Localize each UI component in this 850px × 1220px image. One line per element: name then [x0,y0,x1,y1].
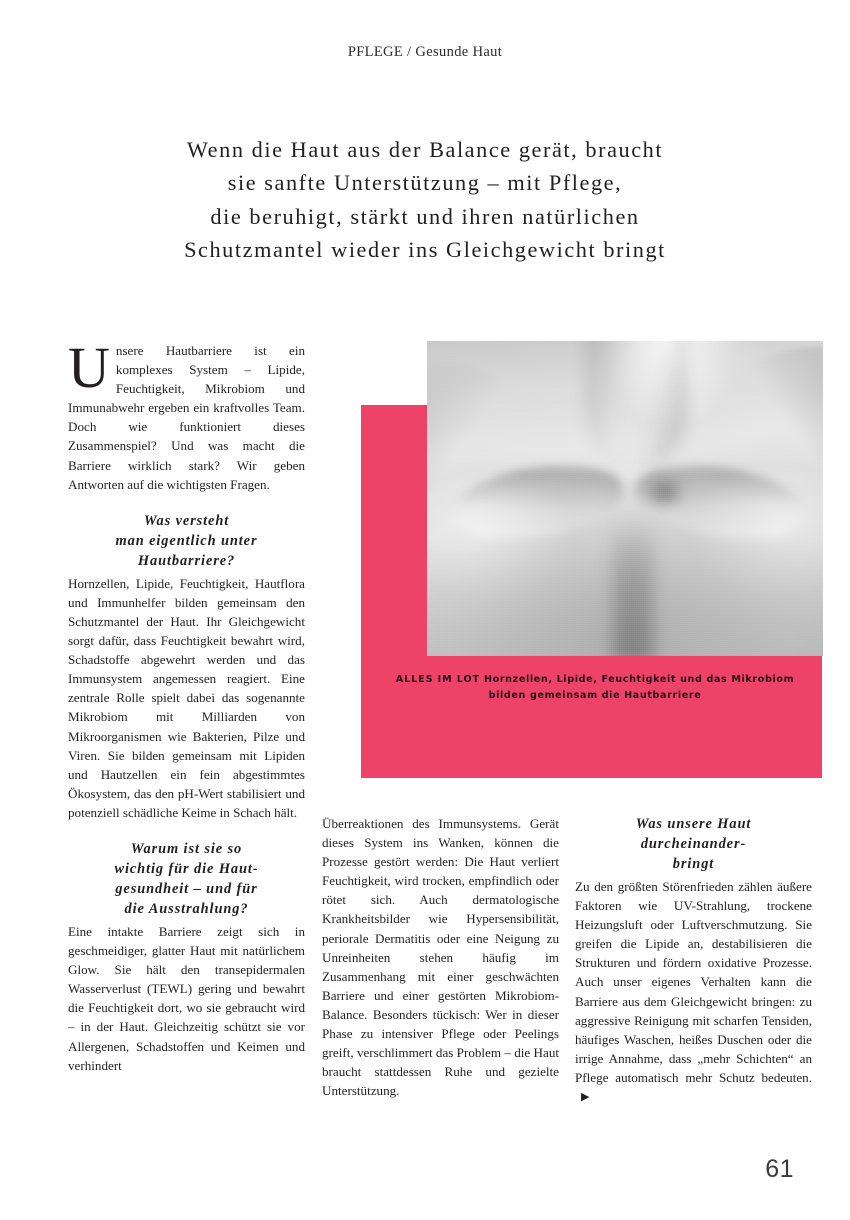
running-head: PFLEGE / Gesunde Haut [347,44,503,60]
page-headline [60,133,790,267]
subheading-line: durcheinander- [640,836,747,852]
caption-text: Hornzellen, Lipide, Feuchtigkeit und das Mikrobiom bilden gemeinsam die Hautbarriere [483,674,795,701]
headline-line-2: sie sanfte Unterstützung – mit Pflege, [227,170,623,196]
continue-arrow-icon: ▶ [581,1091,590,1104]
text-column-2 [322,814,559,1100]
subheading-line: Warum ist sie so [130,840,243,857]
body-paragraph-3: Überreaktionen des Immunsystems. Gerät dieses System ins Wanken, können die Prozesse gestört werden: Die Haut verliert Feuchtigkeit, wird trocken, empfindlich oder rötet sich. Auch dermatologische Krankheitsbilder wie Hypersensibilität, periorale Dermatitis oder eine Neigung zu Unreinheiten stehen häufig im Zusammenhang mit einer geschwächten Barriere und einer gestörten Mikrobiom-Balance. Besonders tückisch: Wer in dieser Phase zu intensiver Pflege oder Peelings greift, verschlimmert das Problem – die Haut braucht stattdessen Ruhe und gezielte Unterstützung. [322,816,559,1099]
body-paragraph-2: Eine intakte Barriere zeigt sich in geschmeidiger, glatter Haut mit natürlichem Glow. Sie hält den transepidermalen Wasserverlust (TEWL) gering und bewahrt die Feuchtigkeit dort, wo sie gebraucht wird – in der Haut. Gleichzeitig schützt sie vor Allergenen, Schadstoffen und Keimen und verhindert [68,923,305,1073]
text-column-3 [575,814,812,1106]
photo-grain-overlay [427,341,823,656]
subheading-was-unsere-haut [575,814,812,874]
headline-line-4: Schutzmantel wieder ins Gleichgewicht bringt [184,237,666,263]
subheading-was-versteht [68,511,305,571]
body-paragraph-4-text: Zu den größten Störenfrieden zählen äußere Faktoren wie UV-Strahlung, trockene Heizungsluft oder Luftverschmutzung. Sie greifen die Lipide an, destabilisieren die Strukturen und fördern oxidative Prozesse. Auch unser eigenes Verhalten kann die Barriere aus dem Gleichgewicht bringen: zu aggressive Reinigung mit scharfen Tensiden, häufiges Waschen, heißes Duschen oder die irrige Annahme, dass „mehr Schichten“ an Pflege automatisch mehr Schutz bedeuten. [575,879,812,1085]
text-column-1 [68,335,305,1075]
subheading-line: wichtig für die Haut- [114,860,259,877]
photo-caption [390,672,800,703]
subheading-line: bringt [672,856,715,872]
subheading-line: die Ausstrahlung? [124,900,249,917]
headline-line-1: Wenn die Haut aus der Balance gerät, braucht [186,136,664,162]
caption-kicker: ALLES IM LOT [395,674,480,685]
drop-cap: U [68,335,110,400]
article-photo [427,341,823,656]
body-paragraph-1: Hornzellen, Lipide, Feuchtigkeit, Hautflora und Immunhelfer bilden gemeinsam den Schutzmantel der Haut. Ihr Gleichgewicht sorgt dafür, dass Feuchtigkeit bewahrt wird, Schadstoffe abgewehrt werden und das Immunsystem angemessen reagiert. Eine zentrale Rolle spielt dabei das sogenannte Mikrobiom mit Milliarden von Mikroorganismen wie Bakterien, Pilze und Viren. Sie bilden gemeinsam mit Lipiden und Hautzellen ein fein abgestimmtes Ökosystem, das den pH-Wert stabilisiert und potenziell schädliche Keime in Schach hält. [68,575,305,820]
body-paragraph-4 [575,877,812,1106]
subheading-line: Was unsere Haut [635,816,752,832]
subheading-line: man eigentlich unter [115,532,258,549]
intro-paragraph [68,335,305,494]
subheading-line: gesundheit – und für [115,880,258,897]
subheading-line: Was versteht [143,512,230,529]
page-number: 61 [765,1155,794,1183]
subheading-warum-ist-sie-so-wichtig [68,839,305,919]
subheading-line: Hautbarriere? [137,552,236,569]
headline-line-3: die beruhigt, stärkt und ihren natürlichen [210,203,640,229]
intro-text: nsere Hautbarriere ist ein komplexes System – Lipide, Feuchtigkeit, Mikrobiom und Immunabwehr ergeben ein kraftvolles Team. Doch wie funktioniert dieses Zusammenspiel? Und was macht die Barriere wirklich stark? Wir geben Antworten auf die wichtigsten Fragen. [68,343,305,492]
